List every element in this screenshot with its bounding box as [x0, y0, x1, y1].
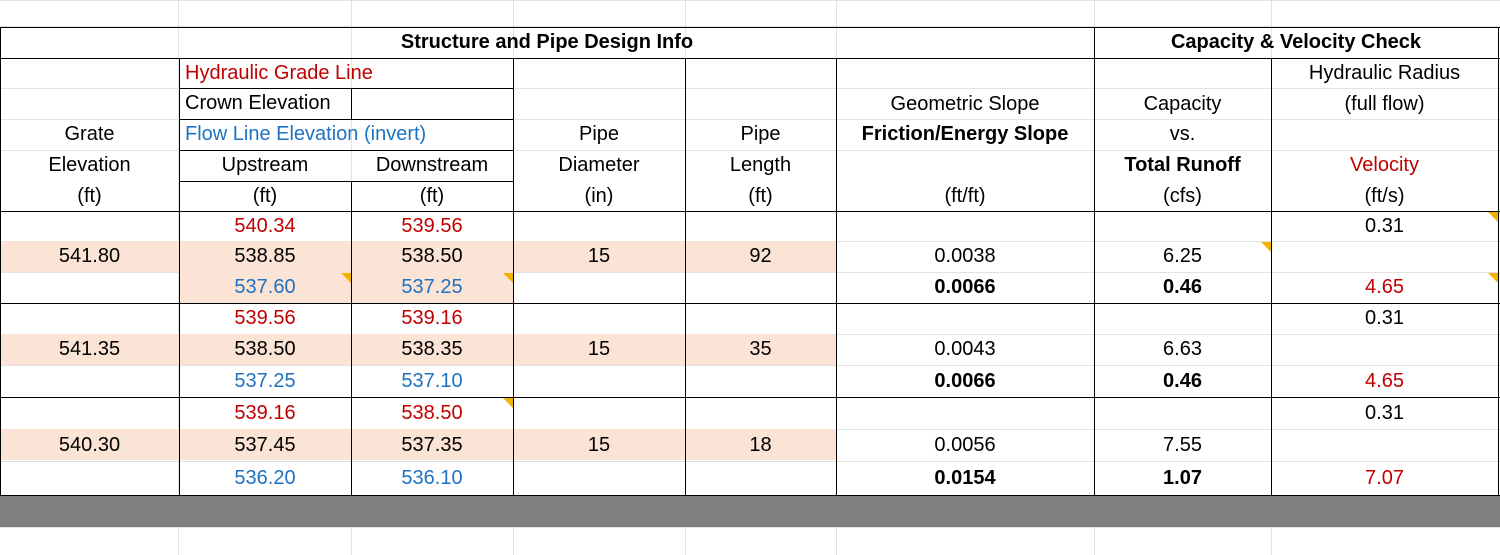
geometric-slope-cell[interactable]: 0.0043	[934, 338, 996, 360]
crown-downstream-cell[interactable]: 537.35	[401, 433, 463, 456]
hydraulic-radius-cell[interactable]: 0.31	[1365, 214, 1404, 237]
pipe-diameter-cell[interactable]: 15	[587, 338, 611, 360]
velocity-unit[interactable]: (ft/s)	[1364, 184, 1405, 207]
comment-indicator-icon[interactable]	[1261, 242, 1271, 252]
geometric-slope-header[interactable]: Geometric Slope	[890, 93, 1040, 115]
grate-unit[interactable]: (ft)	[77, 184, 102, 207]
capacity-cell[interactable]: 6.63	[1163, 338, 1202, 360]
invert-downstream-cell[interactable]: 537.25	[401, 276, 463, 298]
diameter-header[interactable]: Diameter	[558, 154, 640, 176]
capacity-cell[interactable]: 6.25	[1163, 245, 1202, 267]
total-runoff-cell[interactable]: 1.07	[1163, 466, 1202, 489]
radius-subheader[interactable]: (full flow)	[1344, 93, 1425, 115]
radius-header[interactable]: Hydraulic Radius	[1308, 61, 1461, 84]
geometric-slope-cell[interactable]: 0.0038	[934, 245, 996, 267]
slope-unit[interactable]: (ft/ft)	[944, 184, 986, 207]
friction-slope-cell[interactable]: 0.0066	[934, 276, 996, 298]
pipe-length-cell[interactable]: 92	[749, 245, 772, 267]
hgl-downstream-cell[interactable]: 539.16	[401, 307, 463, 329]
friction-slope-header[interactable]: Friction/Energy Slope	[861, 123, 1069, 145]
velocity-header[interactable]: Velocity	[1350, 154, 1419, 176]
capacity-vs-header[interactable]: vs.	[1169, 123, 1196, 145]
invert-upstream-cell[interactable]: 537.60	[234, 276, 296, 298]
upstream-unit[interactable]: (ft)	[252, 184, 278, 207]
hgl-upstream-cell[interactable]: 539.56	[234, 307, 296, 329]
grate-elevation-cell[interactable]: 541.80	[58, 245, 121, 267]
total-runoff-cell[interactable]: 0.46	[1163, 276, 1202, 298]
total-runoff-cell[interactable]: 0.46	[1163, 369, 1202, 392]
geometric-slope-cell[interactable]: 0.0056	[934, 433, 996, 456]
gridline	[0, 0, 1500, 1]
downstream-header[interactable]: Downstream	[375, 154, 489, 176]
crown-downstream-cell[interactable]: 538.35	[401, 338, 463, 360]
hgl-downstream-cell[interactable]: 539.56	[401, 214, 463, 237]
pipe-length-cell[interactable]: 35	[749, 338, 772, 360]
invert-downstream-cell[interactable]: 536.10	[401, 466, 463, 489]
grate-header[interactable]: Elevation	[48, 154, 131, 176]
friction-slope-cell[interactable]: 0.0066	[934, 369, 996, 392]
hgl-label[interactable]: Hydraulic Grade Line	[185, 61, 373, 84]
length-header[interactable]: Pipe	[740, 123, 781, 145]
hydraulic-radius-cell[interactable]: 0.31	[1365, 401, 1404, 424]
comment-indicator-icon[interactable]	[503, 398, 513, 408]
border	[351, 88, 352, 119]
pipe-length-cell[interactable]: 18	[749, 433, 772, 456]
capacity-check-title[interactable]: Capacity & Velocity Check	[1170, 31, 1422, 53]
hgl-upstream-cell[interactable]: 539.16	[234, 401, 296, 424]
friction-slope-cell[interactable]: 0.0154	[934, 466, 996, 489]
crown-downstream-cell[interactable]: 538.50	[401, 245, 463, 267]
velocity-cell[interactable]: 4.65	[1365, 276, 1404, 298]
capacity-header[interactable]: Capacity	[1143, 93, 1222, 115]
crown-upstream-cell[interactable]: 538.50	[234, 338, 296, 360]
grate-header[interactable]: Grate	[64, 123, 115, 145]
crown-upstream-cell[interactable]: 538.85	[234, 245, 296, 267]
gray-separator-row	[0, 496, 1500, 527]
diameter-header[interactable]: Pipe	[578, 123, 620, 145]
pipe-diameter-cell[interactable]: 15	[587, 433, 611, 456]
length-unit[interactable]: (ft)	[748, 184, 773, 207]
flowline-label[interactable]: Flow Line Elevation (invert)	[185, 123, 427, 145]
invert-downstream-cell[interactable]: 537.10	[401, 369, 463, 392]
downstream-unit[interactable]: (ft)	[419, 184, 445, 207]
comment-indicator-icon[interactable]	[503, 273, 513, 283]
gridline	[0, 527, 1500, 528]
capacity-cell[interactable]: 7.55	[1163, 433, 1202, 456]
border	[1498, 27, 1499, 496]
invert-upstream-cell[interactable]: 537.25	[234, 369, 296, 392]
crown-upstream-cell[interactable]: 537.45	[234, 433, 296, 456]
capacity-unit[interactable]: (cfs)	[1163, 184, 1202, 207]
grate-elevation-cell[interactable]: 540.30	[58, 433, 121, 456]
diameter-unit[interactable]: (in)	[584, 184, 614, 207]
upstream-header[interactable]: Upstream	[221, 154, 309, 176]
total-runoff-header[interactable]: Total Runoff	[1124, 154, 1241, 176]
comment-indicator-icon[interactable]	[341, 273, 351, 283]
section-title[interactable]: Structure and Pipe Design Info	[400, 31, 694, 53]
hydraulic-radius-cell[interactable]: 0.31	[1365, 307, 1404, 329]
crown-elevation-label[interactable]: Crown Elevation	[185, 92, 331, 114]
velocity-cell[interactable]: 4.65	[1365, 369, 1404, 392]
velocity-cell[interactable]: 7.07	[1365, 466, 1404, 489]
invert-upstream-cell[interactable]: 536.20	[234, 466, 296, 489]
comment-indicator-icon[interactable]	[1488, 273, 1498, 283]
length-header[interactable]: Length	[729, 154, 792, 176]
hgl-upstream-cell[interactable]: 540.34	[234, 214, 296, 237]
hgl-downstream-cell[interactable]: 538.50	[401, 401, 463, 424]
pipe-diameter-cell[interactable]: 15	[587, 245, 611, 267]
grate-elevation-cell[interactable]: 541.35	[58, 338, 121, 360]
comment-indicator-icon[interactable]	[1488, 212, 1498, 222]
